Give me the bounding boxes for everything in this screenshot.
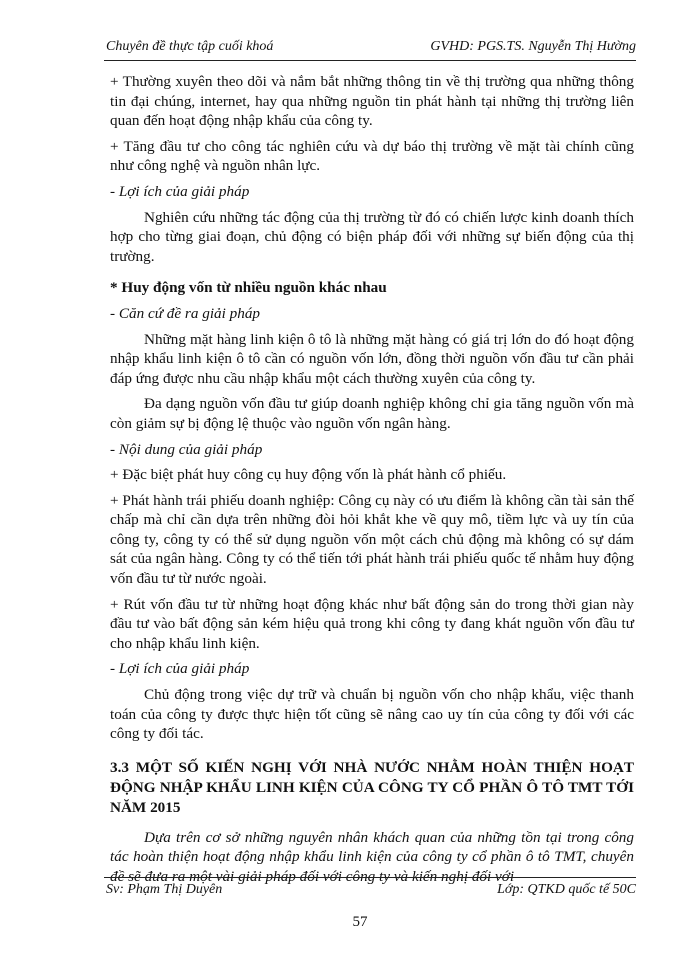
- footer-divider: [104, 877, 636, 878]
- page-footer: [106, 882, 636, 904]
- paragraph-section-intro: Dựa trên cơ sở những nguyên nhân khách quan của những tồn tại trong công tác hoàn thiện hoạt động nhập khẩu linh kiện của công ty cổ phần ô tô TMT, chuyên đề sẽ đưa ra một vài giải pháp đối với công ty và kiến nghị đối với: [110, 828, 634, 885]
- paragraph-content-3: + Rút vốn đầu tư từ những hoạt động khác như bất động sản do trong thời gian này đầu tư vào bất động sản kém hiệu quả trong khi công ty đang khát nguồn vốn đầu tư cho nhập khẩu linh kiện.: [110, 595, 634, 652]
- footer-right-text: Lớp: QTKD quốc tế 50C: [497, 882, 636, 897]
- paragraph-market-monitoring: + Thường xuyên theo dõi và nắm bắt những thông tin về thị trường qua những thông tin đại chúng, internet, hay qua những nguồn tin phát hành tại những thị trường liên quan đến hoạt động nhập khẩu của công ty.: [110, 73, 634, 130]
- header-right-text: GVHD: PGS.TS. Nguyễn Thị Hường: [430, 39, 636, 54]
- footer-left-text: Sv: Phạm Thị Duyên: [106, 882, 223, 897]
- page-body: [110, 72, 634, 893]
- page-number: 57: [352, 914, 368, 930]
- paragraph-research-investment: + Tăng đầu tư cho công tác nghiên cứu và dự báo thị trường về mặt tài chính cũng như công nghệ và nguồn nhân lực.: [110, 137, 634, 175]
- subheading-basis: - Căn cứ đề ra giải pháp: [110, 304, 261, 322]
- subheading-benefit-1: - Lợi ích của giải pháp: [110, 182, 250, 200]
- paragraph-content-1: + Đặc biệt phát huy công cụ huy động vốn là phát hành cổ phiếu.: [110, 466, 507, 484]
- section-heading-3-3: 3.3 MỘT SỐ KIẾN NGHỊ VỚI NHÀ NƯỚC NHẰM HOÀN THIỆN HOẠT ĐỘNG NHẬP KHẨU LINH KIỆN CỦA CÔNG TY CỔ PHẦN Ô TÔ TMT TỚI NĂM 2015: [110, 758, 634, 816]
- page-header: [106, 37, 636, 59]
- paragraph-benefit-2: Chủ động trong việc dự trữ và chuẩn bị nguồn vốn cho nhập khẩu, việc thanh toán của công ty được thực hiện tốt cũng sẽ nâng cao uy tín của công ty đối với các công ty đối tác.: [110, 686, 634, 743]
- header-divider: [104, 60, 636, 61]
- heading-capital-mobilization: * Huy động vốn từ nhiều nguồn khác nhau: [110, 279, 387, 297]
- subheading-content: - Nội dung của giải pháp: [110, 440, 263, 458]
- paragraph-content-2: + Phát hành trái phiếu doanh nghiệp: Công cụ này có ưu điểm là không cần tài sản thế chấp mà chỉ cần dựa trên những đòi hỏi khắt khe về quy mô, tiềm lực và uy tín của công ty, công ty có thể sử dụng nguồn vốn một cách chủ động mà không có sự dám sát của ngân hàng. Công ty có thể tiến tới phát hành trái phiếu quốc tế nhằm huy động vốn đầu tư từ nước ngoài.: [110, 491, 634, 588]
- paragraph-benefit-1: Nghiên cứu những tác động của thị trường từ đó có chiến lược kinh doanh thích hợp cho từng giai đoạn, chủ động có biện pháp đối với những sự biến động của thị trường.: [110, 208, 634, 265]
- header-left-text: Chuyên đề thực tập cuối khoá: [106, 39, 274, 54]
- subheading-benefit-2: - Lợi ích của giải pháp: [110, 660, 250, 678]
- paragraph-basis-2: Đa dạng nguồn vốn đầu tư giúp doanh nghiệp không chỉ gia tăng nguồn vốn mà còn giảm sự bị động lệ thuộc vào nguồn vốn ngân hàng.: [110, 395, 634, 432]
- paragraph-basis-1: Những mặt hàng linh kiện ô tô là những mặt hàng có giá trị lớn do đó hoạt động nhập khẩu linh kiện ô tô cần có nguồn vốn lớn, đồng thời nguồn vốn đầu tư cần phải đáp ứng được nhu cầu nhập khẩu một cách thường xuyên của công ty.: [110, 330, 634, 387]
